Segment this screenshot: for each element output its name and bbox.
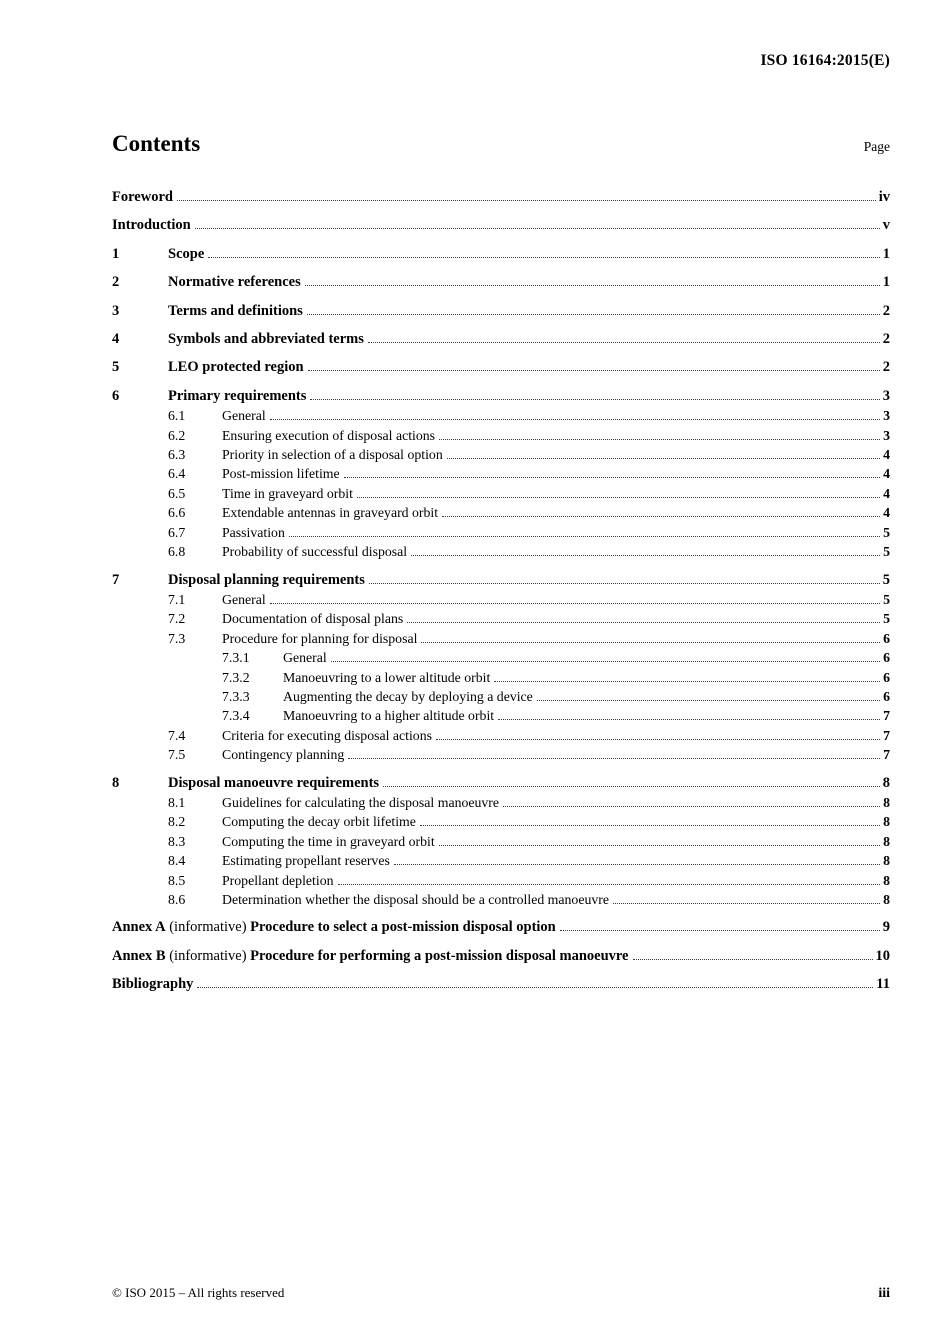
toc-entry-page: 8 [883, 814, 890, 830]
toc-entry [112, 542, 890, 561]
dotted-leader [411, 546, 880, 556]
toc-entry-page: 8 [882, 774, 890, 791]
toc-entry-number: 7.3.2 [222, 669, 250, 685]
toc-entry [112, 245, 890, 264]
toc-entry-page: 8 [883, 833, 890, 849]
toc-entry-page: 5 [883, 544, 890, 560]
dotted-leader [344, 469, 880, 479]
toc-entry-number: 7.3.1 [222, 650, 250, 666]
toc-entry-page: 5 [882, 571, 890, 588]
toc-entry [112, 464, 890, 483]
dotted-leader [270, 594, 880, 604]
dotted-leader [305, 276, 880, 286]
toc-entry-label: Criteria for executing disposal actions [222, 727, 432, 743]
toc-entry-page: 6 [883, 650, 890, 666]
toc-entry-label: Priority in selection of a disposal option [222, 447, 443, 463]
toc-entry [112, 629, 890, 648]
toc-entry-label: Determination whether the disposal should be a controlled manoeuvre [222, 892, 609, 907]
toc-entry-label: Foreword [112, 189, 173, 205]
toc-entry-label: General [283, 650, 327, 666]
toc-entry [112, 216, 890, 235]
dotted-leader [494, 672, 880, 682]
toc-entry-label: Terms and definitions [168, 302, 303, 319]
toc-entry-label: Estimating propellant reserves [222, 853, 390, 869]
toc-entry [112, 706, 890, 725]
toc-entry [112, 406, 890, 425]
toc-entry-label: Disposal manoeuvre requirements [168, 774, 380, 791]
toc-entry-page: 8 [883, 872, 890, 888]
toc-entry-label: Augmenting the decay by deploying a device [283, 688, 533, 704]
toc-entry-number: 6.8 [168, 544, 186, 560]
dotted-leader [613, 894, 880, 904]
toc-entry-number: 6.4 [168, 466, 186, 482]
toc-entry-label: LEO protected region [168, 359, 304, 376]
toc-entry-number: 6.6 [168, 505, 186, 521]
toc-entry-number: 4 [112, 331, 120, 348]
toc-entry-number: 7.4 [168, 727, 186, 743]
document-reference: ISO 16164:2015(E) [760, 52, 890, 69]
toc-entry-label: Time in graveyard orbit [222, 485, 353, 501]
toc-entry-number: 6.5 [168, 485, 186, 501]
toc-entry [112, 609, 890, 628]
toc-entry [112, 503, 890, 522]
toc-entry-label: Contingency planning [222, 747, 345, 763]
toc-entry-label: Guidelines for calculating the disposal manoeuvre [222, 794, 500, 810]
toc-entry-page: 2 [882, 359, 890, 376]
toc-entry-page: 4 [883, 505, 890, 521]
toc-entry-label: Post-mission lifetime [222, 466, 340, 482]
dotted-leader [421, 633, 880, 643]
dotted-leader [383, 776, 880, 786]
toc-entry [112, 426, 890, 445]
toc-entry-number: 7.3.4 [222, 708, 250, 724]
toc-entry-number: 7.3.3 [222, 688, 250, 704]
contents-header [112, 131, 890, 157]
toc-entry-page: 3 [883, 408, 890, 424]
toc-entry [112, 484, 890, 503]
dotted-leader [310, 390, 879, 400]
toc-entry-page: 10 [875, 947, 890, 964]
toc-entry-page: 1 [882, 274, 890, 291]
toc-entry-label: Annex B (informative) Procedure for performing a post-mission disposal manoeuvre [112, 947, 629, 964]
toc-entry-label: Normative references [168, 274, 301, 291]
toc-entry-page: 7 [883, 747, 890, 763]
toc-entry-label: Computing the time in graveyard orbit [222, 833, 435, 849]
toc-entry-label: Manoeuvring to a lower altitude orbit [283, 669, 491, 685]
toc-entry-page: 5 [883, 591, 890, 607]
dotted-leader [420, 817, 880, 827]
toc-entry-label: Documentation of disposal plans [222, 611, 404, 627]
toc-entry-label: Symbols and abbreviated terms [168, 331, 364, 348]
toc-entry [112, 302, 890, 321]
toc-entry [112, 523, 890, 542]
toc-entry-page: iv [878, 189, 890, 205]
toc-entry [112, 590, 890, 609]
toc-entry-page: 5 [883, 524, 890, 540]
toc-entry-number: 6.2 [168, 427, 186, 443]
dotted-leader [368, 333, 880, 343]
toc-entry-page: 4 [883, 466, 890, 482]
toc-entry-label: Propellant depletion [222, 872, 334, 888]
toc-entry-number: 8.6 [168, 892, 186, 907]
toc-entry-number: 2 [112, 274, 120, 291]
dotted-leader [447, 449, 880, 459]
toc-entry [112, 273, 890, 292]
toc-entry [112, 330, 890, 349]
toc-entry-number: 7.1 [168, 591, 186, 607]
toc-entry-label: Bibliography [112, 976, 194, 993]
dotted-leader [208, 248, 880, 258]
toc-entry [112, 571, 890, 590]
page-footer [112, 1285, 890, 1302]
toc-entry-page: 1 [882, 245, 890, 262]
toc-entry [112, 890, 890, 909]
toc-entry [112, 726, 890, 745]
dotted-leader [195, 219, 880, 229]
dotted-leader [633, 950, 873, 960]
toc-entry-label: Manoeuvring to a higher altitude orbit [283, 708, 495, 724]
toc-entry-number: 7.2 [168, 611, 186, 627]
toc-entry-page: 8 [883, 794, 890, 810]
toc-entry [112, 832, 890, 851]
toc-entry-number: 8.4 [168, 853, 186, 869]
dotted-leader [407, 614, 880, 624]
dotted-leader [442, 508, 880, 518]
toc-entry-label: Extendable antennas in graveyard orbit [222, 505, 439, 521]
toc-entry-label: Ensuring execution of disposal actions [222, 427, 436, 443]
toc-entry-page: 2 [882, 302, 890, 319]
dotted-leader [369, 573, 880, 583]
dotted-leader [394, 856, 880, 866]
page-number: iii [878, 1286, 890, 1301]
toc-entry-number: 8.1 [168, 794, 186, 810]
toc-entry [112, 918, 890, 937]
dotted-leader [270, 411, 880, 421]
dotted-leader [498, 711, 880, 721]
toc-entry-page: 4 [883, 447, 890, 463]
dotted-leader [331, 652, 880, 662]
toc-entry-number: 8.2 [168, 814, 186, 830]
toc-entry-number: 6 [112, 387, 120, 404]
toc-entry-page: 7 [883, 708, 890, 724]
toc-entry [112, 445, 890, 464]
toc-entry-label: Primary requirements [168, 387, 307, 404]
toc-entry-page: 6 [883, 669, 890, 685]
dotted-leader [307, 304, 880, 314]
dotted-leader [436, 730, 880, 740]
toc-entry-label: Passivation [222, 524, 285, 540]
toc-entry-page: 4 [883, 485, 890, 501]
toc-entry-number: 5 [112, 359, 120, 376]
dotted-leader [197, 978, 873, 988]
toc-entry-page: 3 [882, 387, 890, 404]
toc-entry-number: 8.3 [168, 833, 186, 849]
toc-entry-label: Introduction [112, 217, 191, 234]
toc-entry [112, 188, 890, 207]
toc-entry [112, 648, 890, 667]
dotted-leader [560, 921, 880, 931]
toc-entry [112, 387, 890, 406]
toc-entry [112, 871, 890, 890]
toc-entry [112, 358, 890, 377]
toc-entry [112, 975, 890, 994]
dotted-leader [338, 875, 881, 885]
page-column-label: Page [863, 139, 890, 154]
dotted-leader [439, 430, 880, 440]
toc-entry-number: 3 [112, 302, 120, 319]
toc-entry-page: 7 [883, 727, 890, 743]
toc-entry-number: 8 [112, 774, 120, 791]
toc-entry-number: 7.3 [168, 630, 186, 646]
dotted-leader [348, 750, 880, 760]
toc-entry-page: 9 [882, 919, 890, 936]
dotted-leader [357, 488, 880, 498]
toc-entry-page: 6 [883, 688, 890, 704]
toc-entry-label: Scope [168, 245, 205, 262]
toc-entry [112, 774, 890, 793]
toc-entry [112, 851, 890, 870]
toc [112, 179, 890, 995]
toc-entry-page: 8 [883, 892, 890, 907]
dotted-leader [289, 527, 880, 537]
toc-entry [112, 793, 890, 812]
dotted-leader [537, 691, 880, 701]
toc-entry-page: 2 [882, 331, 890, 348]
toc-entry-number: 7 [112, 571, 120, 588]
toc-entry-label: Procedure for planning for disposal [222, 630, 418, 646]
toc-entry-page: 5 [883, 611, 890, 627]
dotted-leader [439, 836, 880, 846]
toc-entry-page: 3 [883, 427, 890, 443]
toc-entry-page: v [882, 217, 890, 234]
toc-entry [112, 947, 890, 966]
dotted-leader [308, 361, 880, 371]
toc-entry-number: 7.5 [168, 747, 186, 763]
dotted-leader [503, 797, 880, 807]
toc-entry-label: General [222, 591, 266, 607]
toc-entry [112, 668, 890, 687]
toc-entry-label: Computing the decay orbit lifetime [222, 814, 416, 830]
toc-entry [112, 812, 890, 831]
toc-entry [112, 745, 890, 764]
toc-entry-number: 1 [112, 245, 120, 262]
toc-entry-number: 6.1 [168, 408, 186, 424]
toc-entry-label: Annex A (informative) Procedure to select a post-mission disposal option [112, 919, 556, 936]
copyright-notice: © ISO 2015 – All rights reserved [112, 1285, 285, 1300]
dotted-leader [177, 191, 876, 201]
toc-entry-page: 11 [876, 976, 890, 993]
toc-entry-label: Probability of successful disposal [222, 544, 408, 560]
toc-entry-number: 8.5 [168, 872, 186, 888]
toc-entry-number: 6.7 [168, 524, 186, 540]
toc-entry [112, 687, 890, 706]
toc-entry-label: Disposal planning requirements [168, 571, 365, 588]
toc-entry-label: General [222, 408, 266, 424]
toc-entry-page: 8 [883, 853, 890, 869]
page-title: Contents [112, 131, 201, 156]
toc-entry-page: 6 [883, 630, 890, 646]
toc-entry-number: 6.3 [168, 447, 186, 463]
